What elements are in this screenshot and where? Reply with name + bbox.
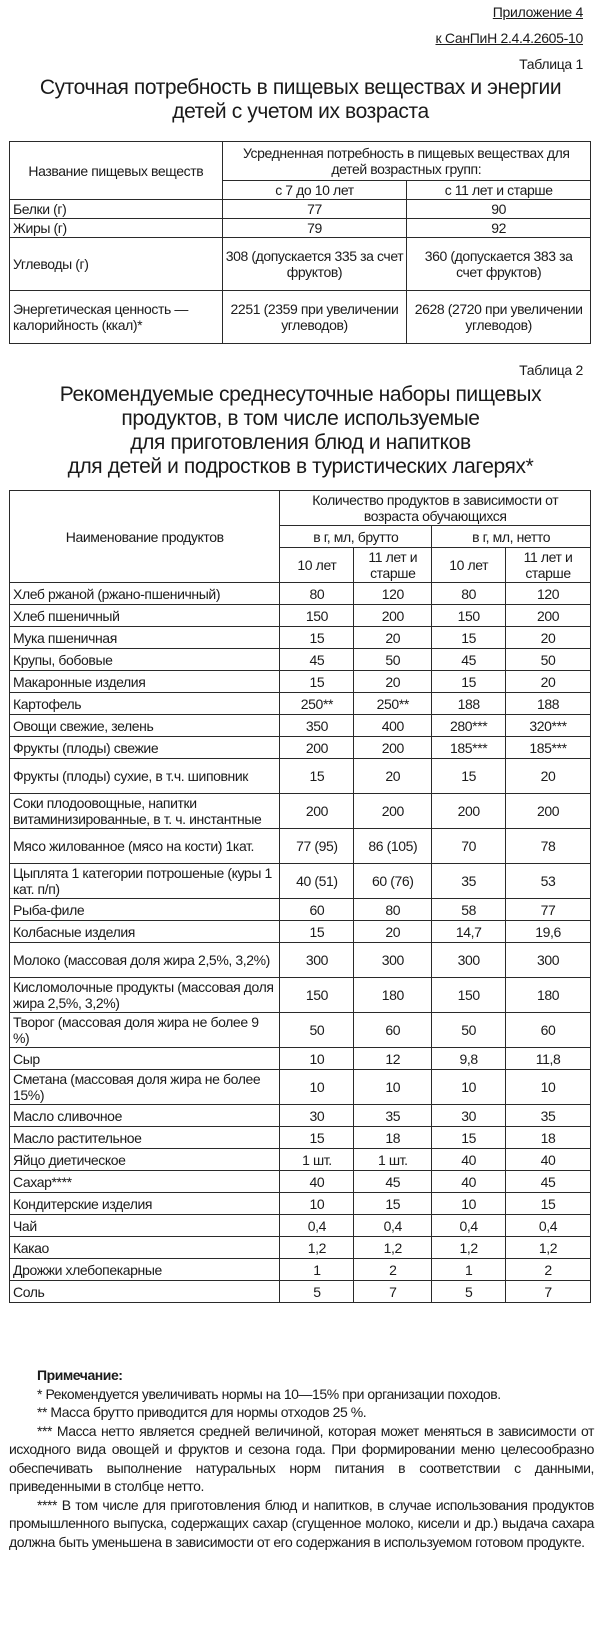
t2-cell-name: Сметана (массовая доля жира не более 15%) — [10, 1070, 280, 1105]
t2-header-name: Наименование продуктов — [10, 491, 280, 583]
table-row — [10, 899, 591, 921]
t1-cell-name: Энергетическая ценность — калорийность (ккал)* — [10, 291, 223, 344]
t2-body — [10, 583, 591, 1303]
t2-cell-netto-11: 200 — [506, 794, 591, 829]
t2-cell-brutto-10: 15 — [280, 1127, 354, 1149]
table-row — [10, 829, 591, 864]
t2-cell-netto-11: 40 — [506, 1149, 591, 1171]
table-row — [10, 1105, 591, 1127]
t2-cell-name: Крупы, бобовые — [10, 649, 280, 671]
table-row — [10, 693, 591, 715]
t2-cell-brutto-11: 180 — [354, 978, 432, 1013]
table-row — [10, 671, 591, 693]
t2-cell-name: Кондитерские изделия — [10, 1193, 280, 1215]
table-row — [10, 1171, 591, 1193]
t2-header-brutto: в г, мл, брутто — [280, 526, 432, 548]
t2-cell-netto-11: 320*** — [506, 715, 591, 737]
t2-header-group: Количество продуктов в зависимости от возраста обучающихся — [280, 491, 591, 526]
t2-cell-brutto-11: 45 — [354, 1171, 432, 1193]
table-row — [10, 1259, 591, 1281]
t2-cell-brutto-10: 1,2 — [280, 1237, 354, 1259]
t2-header-netto-11: 11 лет и старше — [506, 548, 591, 583]
t2-cell-brutto-10: 10 — [280, 1048, 354, 1070]
t2-cell-name: Соль — [10, 1281, 280, 1303]
t2-cell-netto-11: 60 — [506, 1013, 591, 1048]
t2-cell-netto-11: 300 — [506, 943, 591, 978]
t2-cell-netto-11: 0,4 — [506, 1215, 591, 1237]
food-sets-table — [9, 490, 591, 1303]
table-row — [10, 583, 591, 605]
t2-cell-brutto-10: 300 — [280, 943, 354, 978]
t2-cell-netto-10: 40 — [432, 1149, 506, 1171]
t2-cell-brutto-11: 50 — [354, 649, 432, 671]
t2-cell-brutto-10: 5 — [280, 1281, 354, 1303]
table-row — [10, 1237, 591, 1259]
t2-cell-name: Мясо жилованное (мясо на кости) 1кат. — [10, 829, 280, 864]
t2-cell-netto-11: 188 — [506, 693, 591, 715]
t2-cell-brutto-11: 20 — [354, 759, 432, 794]
t2-cell-name: Творог (массовая доля жира не более 9 %) — [10, 1013, 280, 1048]
t2-cell-brutto-10: 250** — [280, 693, 354, 715]
t2-cell-netto-11: 15 — [506, 1193, 591, 1215]
table-row — [10, 219, 591, 238]
t2-cell-netto-11: 2 — [506, 1259, 591, 1281]
t2-cell-brutto-11: 1,2 — [354, 1237, 432, 1259]
table-row — [10, 794, 591, 829]
t2-cell-brutto-11: 300 — [354, 943, 432, 978]
table2-title-line2: продуктов, в том числе используемые — [121, 407, 480, 430]
t2-cell-netto-10: 15 — [432, 1127, 506, 1149]
note-4: **** В том числе для приготовления блюд и напитков, в случае использования продуктов промышленного выпуска, содержащих сахар (сгущенное молоко, кисели и др.) выдача сахара должна быть уменьшена в зависимости от его содержания в используемом готовом продукте. — [9, 1496, 594, 1550]
t2-cell-brutto-10: 350 — [280, 715, 354, 737]
t2-cell-netto-10: 70 — [432, 829, 506, 864]
t2-cell-brutto-11: 60 — [354, 1013, 432, 1048]
t2-cell-netto-10: 15 — [432, 671, 506, 693]
t2-cell-brutto-10: 1 — [280, 1259, 354, 1281]
table-row — [10, 200, 591, 219]
t2-cell-brutto-10: 200 — [280, 794, 354, 829]
t2-cell-netto-11: 7 — [506, 1281, 591, 1303]
table-row — [10, 1281, 591, 1303]
t2-cell-netto-11: 18 — [506, 1127, 591, 1149]
t2-cell-netto-11: 10 — [506, 1070, 591, 1105]
table-row — [10, 1193, 591, 1215]
t1-cell-name: Углеводы (г) — [10, 238, 223, 291]
t2-cell-name: Чай — [10, 1215, 280, 1237]
table-row — [10, 737, 591, 759]
t2-cell-netto-11: 200 — [506, 605, 591, 627]
t2-cell-netto-11: 45 — [506, 1171, 591, 1193]
t2-cell-brutto-11: 86 (105) — [354, 829, 432, 864]
t2-cell-brutto-10: 200 — [280, 737, 354, 759]
t2-cell-brutto-11: 12 — [354, 1048, 432, 1070]
table1-title-line1: Суточная потребность в пищевых веществах и энергии — [39, 76, 562, 99]
t2-cell-brutto-10: 10 — [280, 1193, 354, 1215]
t2-cell-netto-11: 185*** — [506, 737, 591, 759]
t2-cell-brutto-11: 18 — [354, 1127, 432, 1149]
t2-cell-brutto-10: 15 — [280, 671, 354, 693]
t2-cell-brutto-10: 40 (51) — [280, 864, 354, 899]
table-row — [10, 1127, 591, 1149]
t2-cell-brutto-11: 0,4 — [354, 1215, 432, 1237]
table-row — [10, 978, 591, 1013]
t2-cell-brutto-10: 40 — [280, 1171, 354, 1193]
note-2: ** Масса брутто приводится для нормы отходов 25 %. — [37, 1404, 367, 1420]
t2-cell-netto-10: 10 — [432, 1193, 506, 1215]
t2-cell-brutto-10: 15 — [280, 759, 354, 794]
table-row — [10, 715, 591, 737]
t2-cell-brutto-10: 77 (95) — [280, 829, 354, 864]
t2-cell-name: Сахар**** — [10, 1171, 280, 1193]
table-row — [10, 238, 591, 291]
t2-cell-netto-10: 10 — [432, 1070, 506, 1105]
t2-cell-name: Хлеб ржаной (ржано-пшеничный) — [10, 583, 280, 605]
t2-cell-netto-11: 78 — [506, 829, 591, 864]
t2-cell-brutto-11: 1 шт. — [354, 1149, 432, 1171]
notes-title: Примечание: — [37, 1367, 123, 1383]
t2-cell-name: Рыба-филе — [10, 899, 280, 921]
table1-title-line2: детей с учетом их возраста — [172, 100, 429, 123]
t2-cell-netto-10: 40 — [432, 1171, 506, 1193]
t2-cell-name: Колбасные изделия — [10, 921, 280, 943]
t2-cell-netto-10: 15 — [432, 759, 506, 794]
table-row — [10, 649, 591, 671]
t2-cell-brutto-10: 0,4 — [280, 1215, 354, 1237]
t2-cell-netto-10: 15 — [432, 627, 506, 649]
t2-cell-brutto-11: 200 — [354, 737, 432, 759]
t2-cell-name: Масло сливочное — [10, 1105, 280, 1127]
table2-title-line3: для приготовления блюд и напитков — [130, 431, 471, 454]
t2-cell-brutto-10: 1 шт. — [280, 1149, 354, 1171]
table1-label: Таблица 1 — [519, 56, 583, 72]
t2-cell-name: Фрукты (плоды) свежие — [10, 737, 280, 759]
t1-header-group: Усредненная потребность в пищевых веществах для детей возрастных групп: — [222, 142, 590, 181]
t2-cell-netto-10: 80 — [432, 583, 506, 605]
t2-cell-name: Молоко (массовая доля жира 2,5%, 3,2%) — [10, 943, 280, 978]
table2-label: Таблица 2 — [519, 362, 583, 378]
t1-cell-name: Жиры (г) — [10, 219, 223, 238]
t2-cell-netto-10: 150 — [432, 978, 506, 1013]
t1-cell-a: 77 — [222, 200, 407, 219]
t2-cell-brutto-11: 250** — [354, 693, 432, 715]
t2-cell-brutto-10: 15 — [280, 921, 354, 943]
t2-cell-brutto-11: 15 — [354, 1193, 432, 1215]
t2-cell-netto-11: 53 — [506, 864, 591, 899]
t2-cell-netto-11: 20 — [506, 671, 591, 693]
t2-cell-name: Кисломолочные продукты (массовая доля жира 2,5%, 3,2%) — [10, 978, 280, 1013]
t2-cell-netto-10: 5 — [432, 1281, 506, 1303]
table-row — [10, 1149, 591, 1171]
t2-cell-brutto-11: 7 — [354, 1281, 432, 1303]
t2-cell-brutto-11: 200 — [354, 605, 432, 627]
t2-cell-brutto-10: 15 — [280, 627, 354, 649]
t2-cell-brutto-10: 50 — [280, 1013, 354, 1048]
t2-cell-netto-11: 180 — [506, 978, 591, 1013]
t2-cell-netto-11: 1,2 — [506, 1237, 591, 1259]
table2-title-line4: для детей и подростков в туристических лагерях* — [67, 455, 534, 478]
t2-cell-netto-10: 14,7 — [432, 921, 506, 943]
t2-cell-netto-10: 200 — [432, 794, 506, 829]
note-3: *** Масса нетто является средней величиной, которая может меняться в зависимости от исходного вида овощей и фруктов и сезона года. При формировании меню целесообразно обеспечивать выполнение натуральных норм питания в соответствии с данными, приведенными в столбце нетто. — [9, 1422, 594, 1494]
t2-cell-netto-11: 35 — [506, 1105, 591, 1127]
t2-cell-netto-10: 300 — [432, 943, 506, 978]
t2-cell-brutto-11: 200 — [354, 794, 432, 829]
sanpin-reference: к СанПиН 2.4.4.2605-10 — [435, 30, 583, 46]
t2-cell-brutto-10: 10 — [280, 1070, 354, 1105]
t1-cell-b: 92 — [407, 219, 591, 238]
t2-cell-brutto-11: 20 — [354, 671, 432, 693]
t1-header-age-11: с 11 лет и старше — [407, 181, 591, 200]
table-row — [10, 291, 591, 344]
table-row — [10, 943, 591, 978]
table1-title — [8, 76, 593, 124]
t2-cell-netto-11: 11,8 — [506, 1048, 591, 1070]
t2-cell-brutto-11: 60 (76) — [354, 864, 432, 899]
t2-cell-netto-10: 0,4 — [432, 1215, 506, 1237]
nutrient-requirements-table — [9, 141, 591, 344]
t1-cell-a: 308 (допускается 335 за счет фруктов) — [222, 238, 407, 291]
table-row — [10, 1013, 591, 1048]
t2-cell-name: Дрожжи хлебопекарные — [10, 1259, 280, 1281]
t2-cell-netto-10: 45 — [432, 649, 506, 671]
t2-cell-name: Мука пшеничная — [10, 627, 280, 649]
notes-section — [9, 1366, 594, 1551]
t2-cell-name: Овощи свежие, зелень — [10, 715, 280, 737]
t2-cell-name: Хлеб пшеничный — [10, 605, 280, 627]
table-row — [10, 1215, 591, 1237]
t2-header-netto: в г, мл, нетто — [432, 526, 591, 548]
t2-cell-netto-11: 20 — [506, 759, 591, 794]
t2-cell-brutto-11: 80 — [354, 899, 432, 921]
t1-header-name: Название пищевых веществ — [10, 142, 223, 200]
t2-cell-brutto-11: 400 — [354, 715, 432, 737]
t2-cell-netto-10: 58 — [432, 899, 506, 921]
t2-cell-netto-11: 77 — [506, 899, 591, 921]
t1-cell-name: Белки (г) — [10, 200, 223, 219]
t2-cell-name: Масло растительное — [10, 1127, 280, 1149]
t2-cell-netto-11: 120 — [506, 583, 591, 605]
t2-cell-netto-10: 35 — [432, 864, 506, 899]
t2-cell-brutto-10: 80 — [280, 583, 354, 605]
t2-cell-brutto-10: 150 — [280, 605, 354, 627]
t2-cell-netto-10: 50 — [432, 1013, 506, 1048]
t2-cell-name: Цыплята 1 категории потрошеные (куры 1 кат. п/п) — [10, 864, 280, 899]
table-row — [10, 627, 591, 649]
appendix-label: Приложение 4 — [492, 4, 583, 20]
t2-cell-netto-10: 185*** — [432, 737, 506, 759]
t1-cell-b: 360 (допускается 383 за счет фруктов) — [407, 238, 591, 291]
t2-cell-netto-10: 188 — [432, 693, 506, 715]
t2-cell-brutto-11: 120 — [354, 583, 432, 605]
t2-header-brutto-10: 10 лет — [280, 548, 354, 583]
table-row — [10, 921, 591, 943]
t2-header-netto-10: 10 лет — [432, 548, 506, 583]
t2-cell-netto-10: 150 — [432, 605, 506, 627]
t2-cell-name: Яйцо диетическое — [10, 1149, 280, 1171]
t2-cell-netto-10: 30 — [432, 1105, 506, 1127]
t2-cell-netto-11: 50 — [506, 649, 591, 671]
t2-cell-netto-10: 1,2 — [432, 1237, 506, 1259]
t2-cell-netto-11: 20 — [506, 627, 591, 649]
t2-cell-name: Какао — [10, 1237, 280, 1259]
t2-cell-brutto-10: 45 — [280, 649, 354, 671]
t2-cell-name: Соки плодоовощные, напитки витаминизированные, в т. ч. инстантные — [10, 794, 280, 829]
t2-cell-brutto-11: 20 — [354, 921, 432, 943]
table2-title-line1: Рекомендуемые среднесуточные наборы пищевых — [59, 383, 542, 406]
t2-cell-brutto-10: 30 — [280, 1105, 354, 1127]
t2-cell-brutto-11: 10 — [354, 1070, 432, 1105]
table-row — [10, 759, 591, 794]
t2-cell-netto-11: 19,6 — [506, 921, 591, 943]
table-row — [10, 1070, 591, 1105]
table-row — [10, 1048, 591, 1070]
t2-cell-name: Картофель — [10, 693, 280, 715]
t1-cell-a: 79 — [222, 219, 407, 238]
t1-cell-a: 2251 (2359 при увеличении углеводов) — [222, 291, 407, 344]
t1-header-age-7-10: с 7 до 10 лет — [222, 181, 407, 200]
t2-cell-brutto-10: 150 — [280, 978, 354, 1013]
t2-cell-brutto-10: 60 — [280, 899, 354, 921]
t2-cell-name: Сыр — [10, 1048, 280, 1070]
t1-cell-b: 2628 (2720 при увеличении углеводов) — [407, 291, 591, 344]
table2-title — [8, 383, 593, 479]
t2-header-brutto-11: 11 лет и старше — [354, 548, 432, 583]
t2-cell-brutto-11: 35 — [354, 1105, 432, 1127]
t2-cell-brutto-11: 20 — [354, 627, 432, 649]
note-1: * Рекомендуется увеличивать нормы на 10—15% при организации походов. — [37, 1385, 501, 1402]
table-row — [10, 605, 591, 627]
t2-cell-netto-10: 9,8 — [432, 1048, 506, 1070]
t2-cell-netto-10: 280*** — [432, 715, 506, 737]
table-row — [10, 864, 591, 899]
t2-cell-netto-10: 1 — [432, 1259, 506, 1281]
t2-cell-brutto-11: 2 — [354, 1259, 432, 1281]
t1-cell-b: 90 — [407, 200, 591, 219]
t2-cell-name: Фрукты (плоды) сухие, в т.ч. шиповник — [10, 759, 280, 794]
t2-cell-name: Макаронные изделия — [10, 671, 280, 693]
